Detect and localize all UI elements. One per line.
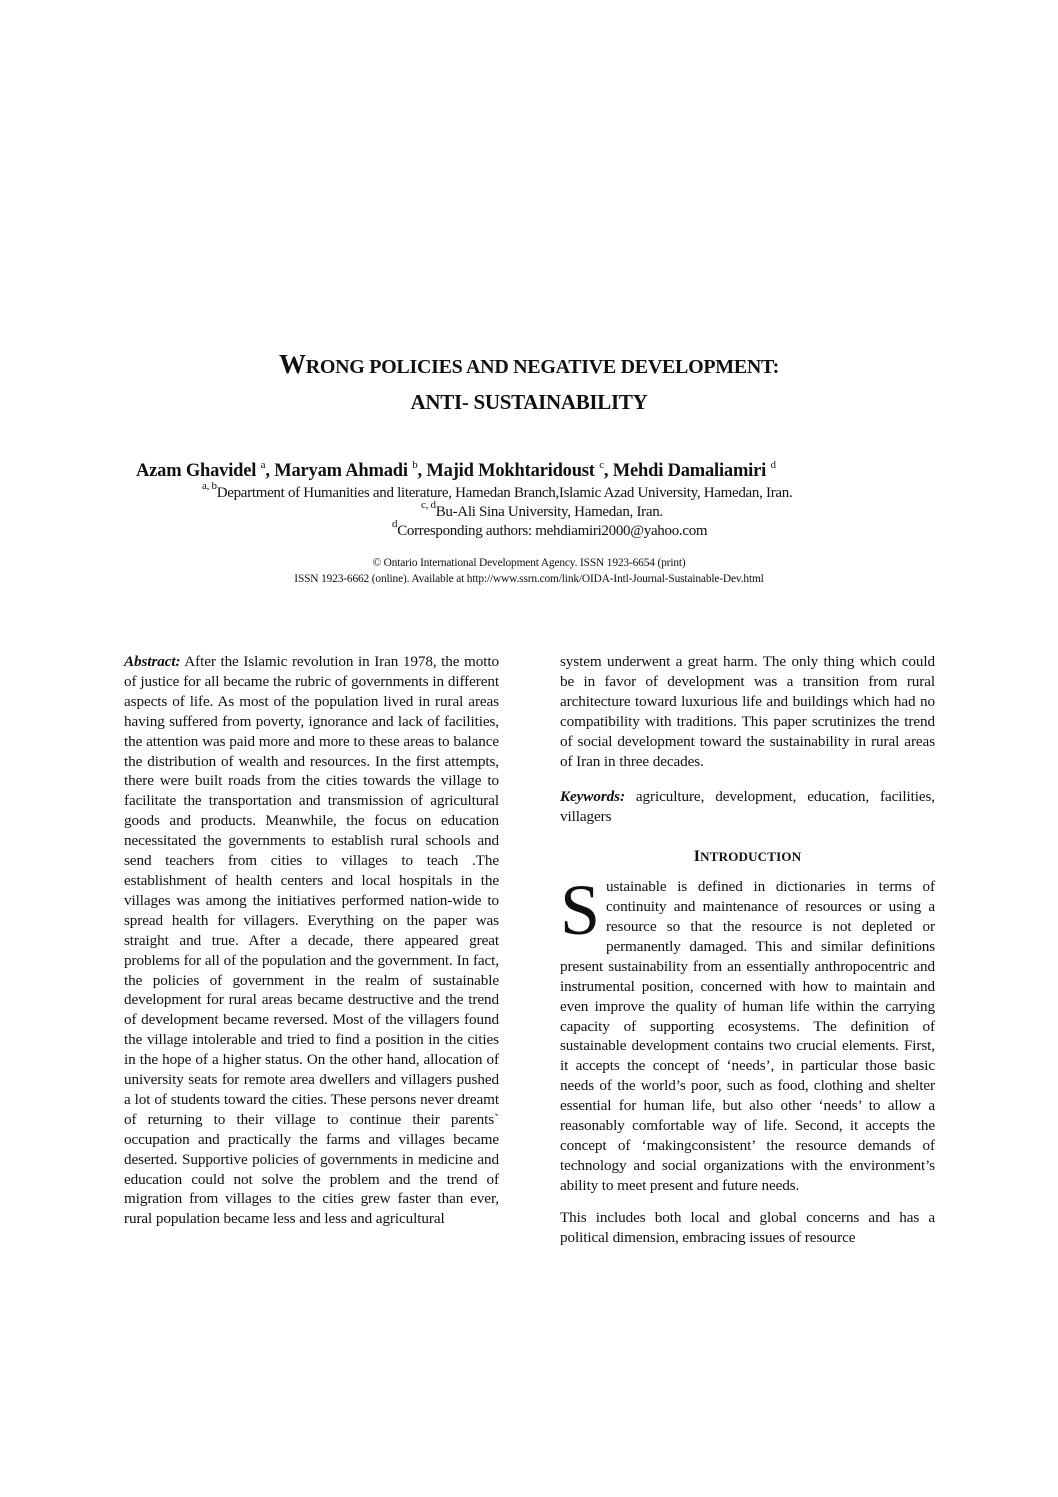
author: Mehdi Damaliamiri $^d$ xyxy=(612,459,776,481)
keywords-label: Keywords: xyxy=(560,788,625,806)
title-initial: W xyxy=(279,349,306,379)
author: Maryam Ahmadi $^b$, xyxy=(274,459,427,481)
left-column xyxy=(124,652,499,1229)
introduction-paragraph: This includes both local and global concerns and has a political dimension, embracing issues of resource xyxy=(560,1208,935,1246)
abstract-label: Abstract: xyxy=(124,653,181,670)
paper-title-line-1 xyxy=(0,346,1058,385)
affiliation: $^{a, b}$Department of Humanities and literature, Hamedan Branch,Islamic Azad University, Hamedan, Iran. xyxy=(202,480,793,501)
keywords xyxy=(560,787,935,827)
section-heading-introduction: INTRODUCTION xyxy=(693,848,802,866)
introduction-paragraph: Sustainable is defined in dictionaries in terms of continuity and maintenance of resources or using a resource so that the resource is not depleted or permanently damaged. This and similar definitions present sustainability from an essentially anthropocentric and instrumental position, concerned with how to maintain and even improve the quality of human life within the carrying capacity of supporting ecosystems. The definition of sustainable development contains two crucial elements. First, it accepts the concept of ‘needs’, in particular those basic needs of the world’s poor, such as food, clothing and shelter essential for human life, but also other ‘needs’ to allow a reasonably comfortable way of life. Second, it accepts the concept of ‘makingconsistent’ the resource demands of technology and social organizations with the environment’s ability to meet present and future needs. xyxy=(560,870,935,1194)
abstract-text: After the Islamic revolution in Iran 1978, the motto of justice for all became the rubric of governments in different aspects of life. As most of the population lived in rural areas having suffered from poverty, ignorance and lack of facilities, the attention was paid more and more to these areas to balance the distribution of wealth and resources. In the first attempts, there were built roads from the cities towards the village to facilitate the transportation and transmission of agricultural goods and products. Meanwhile, the focus on education necessitated the governments to establish rural schools and send teachers from cities to villages to teach .The establishment of health centers and local hospitals in the villages was among the initiatives performed nation-wide to spread health for villagers. Everything on the paper was straight and true. After a decade, there appeared great problems for all of the population and the government. In fact, the policies of government in the realm of sustainable development for rural areas became destructive and the trend of development became reversed. Most of the villagers found the village intolerable and tried to find a position in the cities in the hope of a higher status. On the other hand, allocation of university seats for remote area dwellers and villagers pushed a lot of students toward the cities. These persons never dreamt of returning to their village to continue their parents` occupation and practically the farms and villages became deserted. Supportive policies of governments in medicine and education could not solve the problem and the trend of migration from villages to the cities grew faster than ever, rural population became less and less and agricultural xyxy=(124,653,500,1228)
author: Majid Mokhtaridoust $^c$, xyxy=(426,459,613,481)
abstract xyxy=(124,652,499,1229)
copyright-line: © Ontario International Development Agency. ISSN 1923-6654 (print) xyxy=(372,557,686,569)
affiliation: $^{c, d}$Bu-Ali Sina University, Hamedan, Iran. xyxy=(421,499,663,520)
corresponding-author: $^d$Corresponding authors: mehdiamiri2000@yahoo.com xyxy=(392,518,708,539)
paper-title-line-2: ANTI- SUSTAINABILITY xyxy=(410,390,648,414)
abstract-continued: system underwent a great harm. The only thing which could be in favor of development was a transition from rural architecture toward luxurious life and buildings which had no compatibility with traditions. This paper scrutinizes the trend of social development toward the sustainability in rural areas of Iran in three decades. xyxy=(560,653,935,770)
keywords-text: agriculture, development, education, facilities, villagers xyxy=(560,788,936,826)
title-text: RONG POLICIES AND NEGATIVE DEVELOPMENT: xyxy=(305,356,779,378)
right-column xyxy=(560,652,935,1247)
author: Azam Ghavidel $^a$, xyxy=(136,459,275,481)
drop-cap: S xyxy=(560,870,600,951)
issn-line: ISSN 1923-6662 (online). Available at http://www.ssrn.com/link/OIDA-Intl-Journal-Sustainable-Dev.html xyxy=(294,573,764,585)
